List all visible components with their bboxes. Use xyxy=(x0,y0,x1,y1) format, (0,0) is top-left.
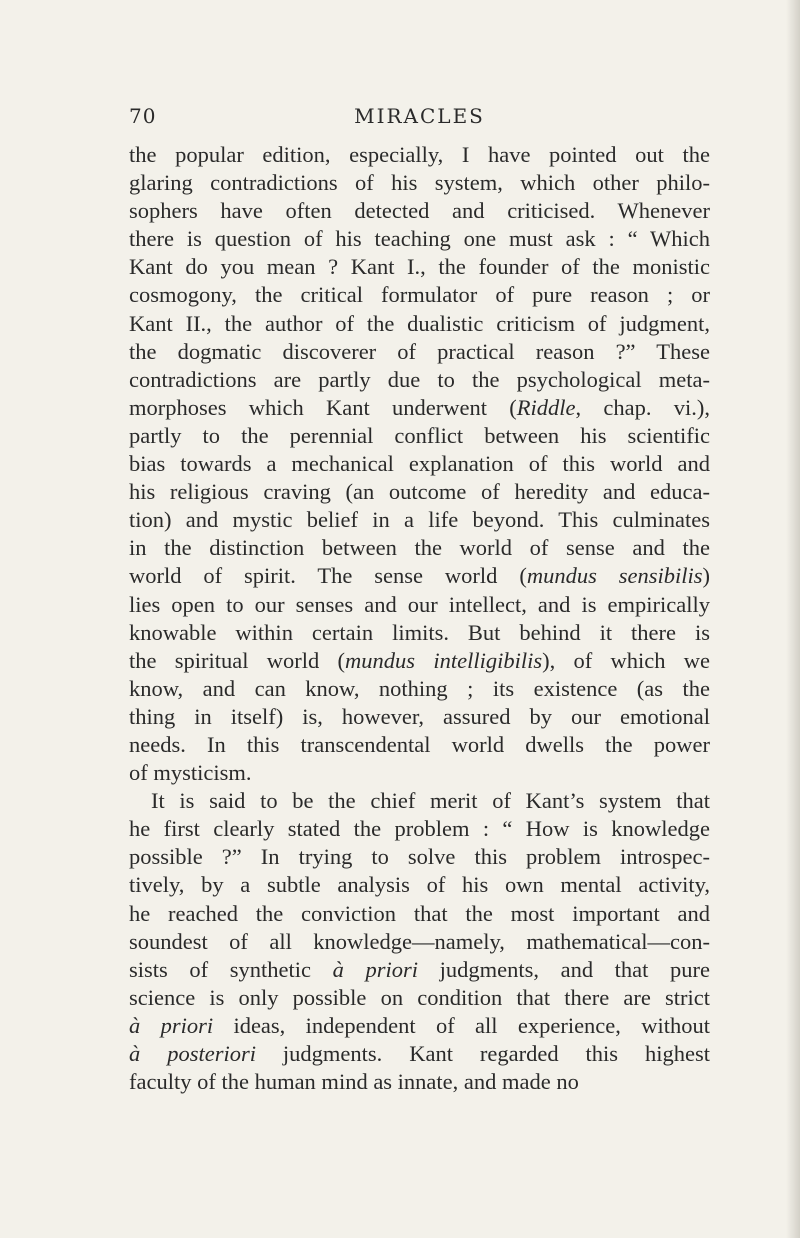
text-line xyxy=(129,619,710,647)
text-segment: the popular edition, especially, I have pointed out the xyxy=(129,142,710,167)
text-line xyxy=(129,169,710,197)
text-segment: the dogmatic discoverer of practical reason ?” These xyxy=(129,338,710,364)
text-segment: needs. In this transcendental world dwells the power xyxy=(129,731,710,757)
text-segment: possible ?” In trying to solve this problem introspec- xyxy=(129,844,710,870)
text-segment: the spiritual world ( xyxy=(129,647,346,673)
text-segment: knowable within certain limits. But behind it there is xyxy=(129,619,710,645)
text-line xyxy=(129,675,710,703)
text-segment: his religious craving (an outcome of heredity and educa- xyxy=(129,479,710,505)
italic-text: mundus sensibilis xyxy=(526,563,703,589)
text-line xyxy=(129,759,710,787)
text-line xyxy=(129,647,710,675)
text-segment: contradictions are partly due to the psychological meta- xyxy=(129,366,710,392)
text-segment: he first clearly stated the problem : “ How is knowledge xyxy=(129,816,710,842)
text-segment: he reached the conviction that the most important and xyxy=(129,900,710,926)
text-line xyxy=(129,422,710,450)
page-header xyxy=(129,104,710,134)
text-segment: , chap. vi.), xyxy=(575,394,710,420)
text-line xyxy=(129,506,710,534)
text-line xyxy=(129,956,710,984)
text-line xyxy=(129,338,710,366)
text-segment: Kant do you mean ? Kant I., the founder of the monistic xyxy=(129,254,710,280)
text-line xyxy=(129,562,710,590)
text-segment: tively, by a subtle analysis of his own mental activity, xyxy=(129,872,710,898)
text-segment: sists of synthetic xyxy=(129,956,333,982)
text-line xyxy=(129,703,710,731)
body-text xyxy=(129,141,710,1096)
text-line xyxy=(129,843,710,871)
text-segment: judgments. Kant regarded this highest xyxy=(255,1041,711,1066)
text-segment: judgments, and that pure xyxy=(417,956,711,982)
text-segment: know, and can know, nothing ; its existence (as the xyxy=(129,675,710,701)
text-line xyxy=(129,450,710,478)
running-head: MIRACLES xyxy=(354,104,485,128)
text-line xyxy=(129,141,710,169)
text-line xyxy=(129,1040,710,1068)
italic-text: Riddle xyxy=(516,394,576,420)
text-segment: bias towards a mechanical explanation of this world and xyxy=(129,451,710,477)
text-segment: soundest of all knowledge—namely, mathematical—con- xyxy=(129,928,710,954)
text-segment: sophers have often detected and criticised. Whenever xyxy=(129,198,710,224)
text-segment: faculty of the human mind as innate, and made no xyxy=(129,1069,579,1095)
text-line xyxy=(129,928,710,956)
text-line xyxy=(129,225,710,253)
text-segment: ideas, independent of all experience, without xyxy=(213,1012,710,1038)
page-edge-shadow xyxy=(786,0,800,1238)
page-number: 70 xyxy=(129,104,157,128)
text-line xyxy=(129,900,710,928)
text-segment: cosmogony, the critical formulator of pure reason ; or xyxy=(129,282,710,308)
italic-text: à priori xyxy=(129,1012,214,1038)
italic-text: à priori xyxy=(332,956,418,982)
text-segment: partly to the perennial conflict between his scientific xyxy=(129,422,710,448)
text-segment: ), of which we xyxy=(542,647,710,673)
text-segment: world of spirit. The sense world ( xyxy=(129,563,527,589)
text-line xyxy=(129,394,710,422)
text-line xyxy=(129,1068,710,1096)
text-segment: Kant II., the author of the dualistic criticism of judgment, xyxy=(129,310,710,336)
italic-text: à posteriori xyxy=(129,1041,256,1066)
text-line xyxy=(129,478,710,506)
text-line xyxy=(129,1012,710,1040)
text-line xyxy=(129,815,710,843)
text-line xyxy=(129,366,710,394)
text-segment: It is said to be the chief merit of Kant’s system that xyxy=(151,788,710,814)
text-segment: lies open to our senses and our intellect, and is empirically xyxy=(129,591,710,617)
text-line xyxy=(129,310,710,338)
italic-text: mundus intelligibilis xyxy=(345,647,543,673)
text-line xyxy=(129,534,710,562)
text-segment: tion) and mystic belief in a life beyond. This culminates xyxy=(129,507,710,533)
text-line xyxy=(129,731,710,759)
text-segment: morphoses which Kant underwent ( xyxy=(129,394,517,420)
text-segment: ) xyxy=(702,563,710,589)
text-line xyxy=(129,197,710,225)
text-segment: glaring contradictions of his system, which other philo- xyxy=(129,170,710,196)
text-line xyxy=(129,281,710,309)
text-segment: science is only possible on condition that there are strict xyxy=(129,984,710,1010)
text-segment: there is question of his teaching one must ask : “ Which xyxy=(129,226,710,252)
text-line xyxy=(129,787,710,815)
text-line xyxy=(129,253,710,281)
text-segment: in the distinction between the world of sense and the xyxy=(129,535,710,561)
text-line xyxy=(129,871,710,899)
text-segment: of mysticism. xyxy=(129,760,252,786)
text-line xyxy=(129,984,710,1012)
text-line xyxy=(129,591,710,619)
text-segment: thing in itself) is, however, assured by our emotional xyxy=(129,703,710,729)
